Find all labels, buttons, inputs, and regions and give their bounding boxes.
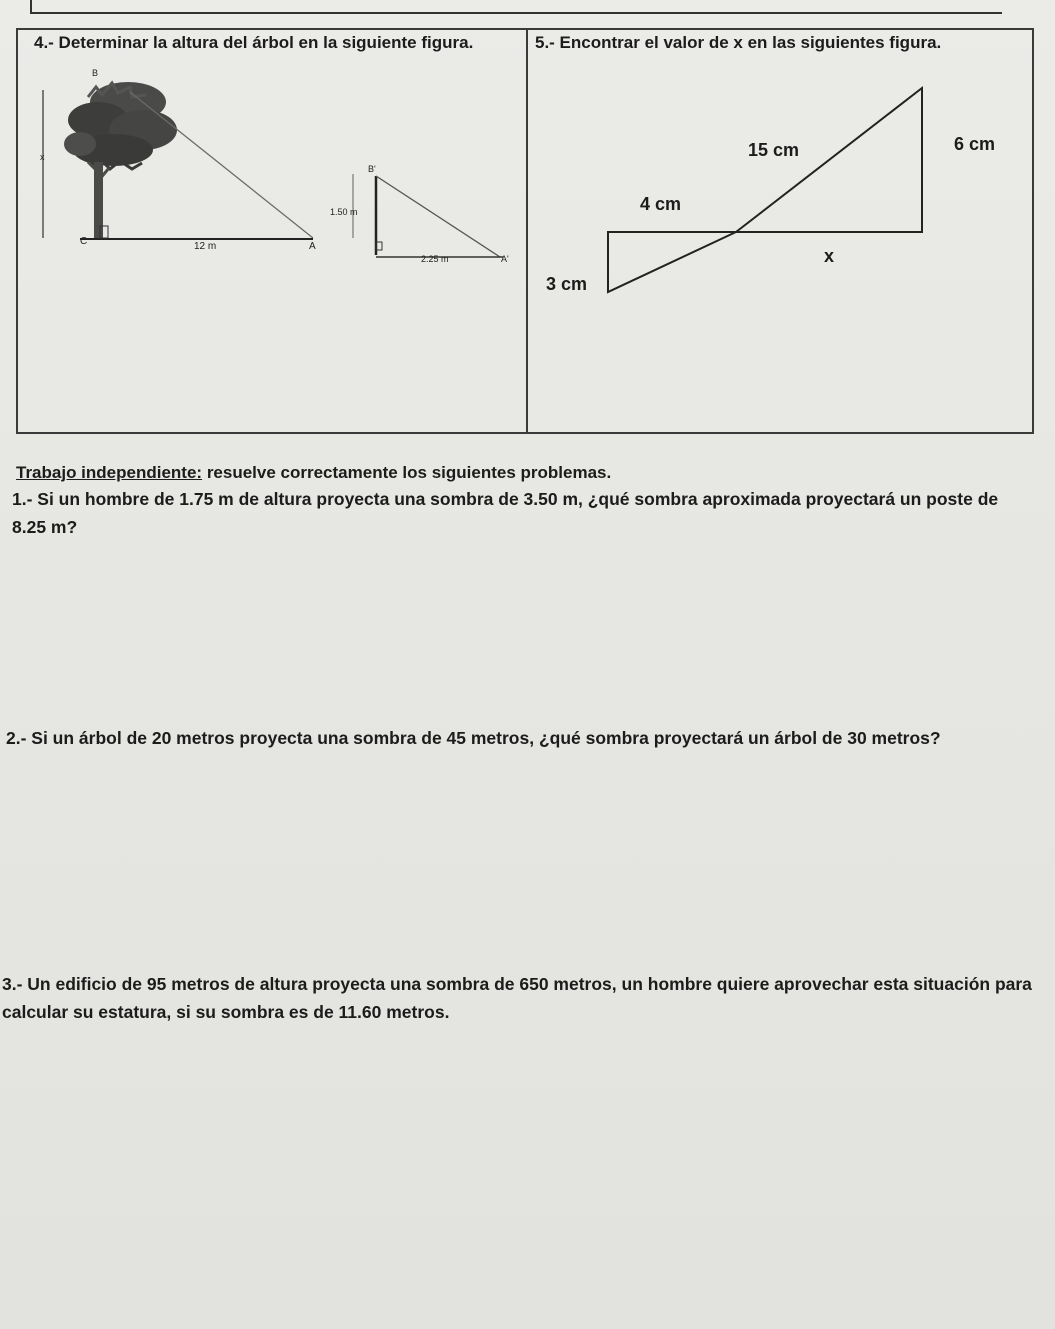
label-4cm: 4 cm: [640, 194, 682, 214]
problem-5-statement: 5.- Encontrar el valor de x en las siguientes figura.: [535, 33, 942, 52]
small-triangle: [608, 232, 736, 292]
exercise-1: 1.- Si un hombre de 1.75 m de altura proyecta una sombra de 3.50 m, ¿qué sombra aproximada proyectará un poste de 8.25 m?: [12, 489, 999, 537]
exercise-3: 3.- Un edificio de 95 metros de altura proyecta una sombra de 650 metros, un hombre quiere aprovechar esta situación para calcular su estatura, si su sombra es de 11.60 metros.: [2, 974, 1032, 1022]
similar-triangles-figure: [530, 80, 1030, 310]
problem-4-statement: 4.- Determinar la altura del árbol en la siguiente figura.: [34, 33, 474, 52]
independent-work-heading: [16, 463, 611, 483]
top-border-line: [30, 0, 1002, 14]
label-B: B: [92, 68, 99, 78]
label-2-25m: 2.25 m: [421, 254, 449, 264]
tree-shadow-figure: [28, 62, 524, 272]
label-A: A: [309, 241, 316, 252]
sun-ray-line-small: [376, 176, 500, 257]
independent-work-instruction: resuelve correctamente los siguientes problemas.: [202, 463, 612, 482]
label-A-prime: A': [501, 254, 509, 264]
label-x: x: [40, 152, 45, 162]
label-B-prime: B': [368, 164, 376, 174]
label-1-50m: 1.50 m: [330, 207, 358, 217]
independent-work-label: Trabajo independiente:: [16, 463, 203, 482]
table-column-divider: [526, 28, 528, 434]
label-6cm: 6 cm: [954, 134, 996, 154]
label-3cm: 3 cm: [546, 274, 588, 294]
label-x-cm: x: [824, 246, 835, 266]
large-triangle: [736, 88, 922, 232]
exercise-2: 2.- Si un árbol de 20 metros proyecta una sombra de 45 metros, ¿qué sombra proyectará un árbol de 30 metros?: [6, 728, 941, 748]
sun-ray-line-large: [130, 92, 313, 238]
label-C: C: [80, 236, 88, 247]
label-12m: 12 m: [194, 241, 217, 252]
label-15cm: 15 cm: [748, 140, 800, 160]
tree-illustration: [64, 82, 177, 238]
